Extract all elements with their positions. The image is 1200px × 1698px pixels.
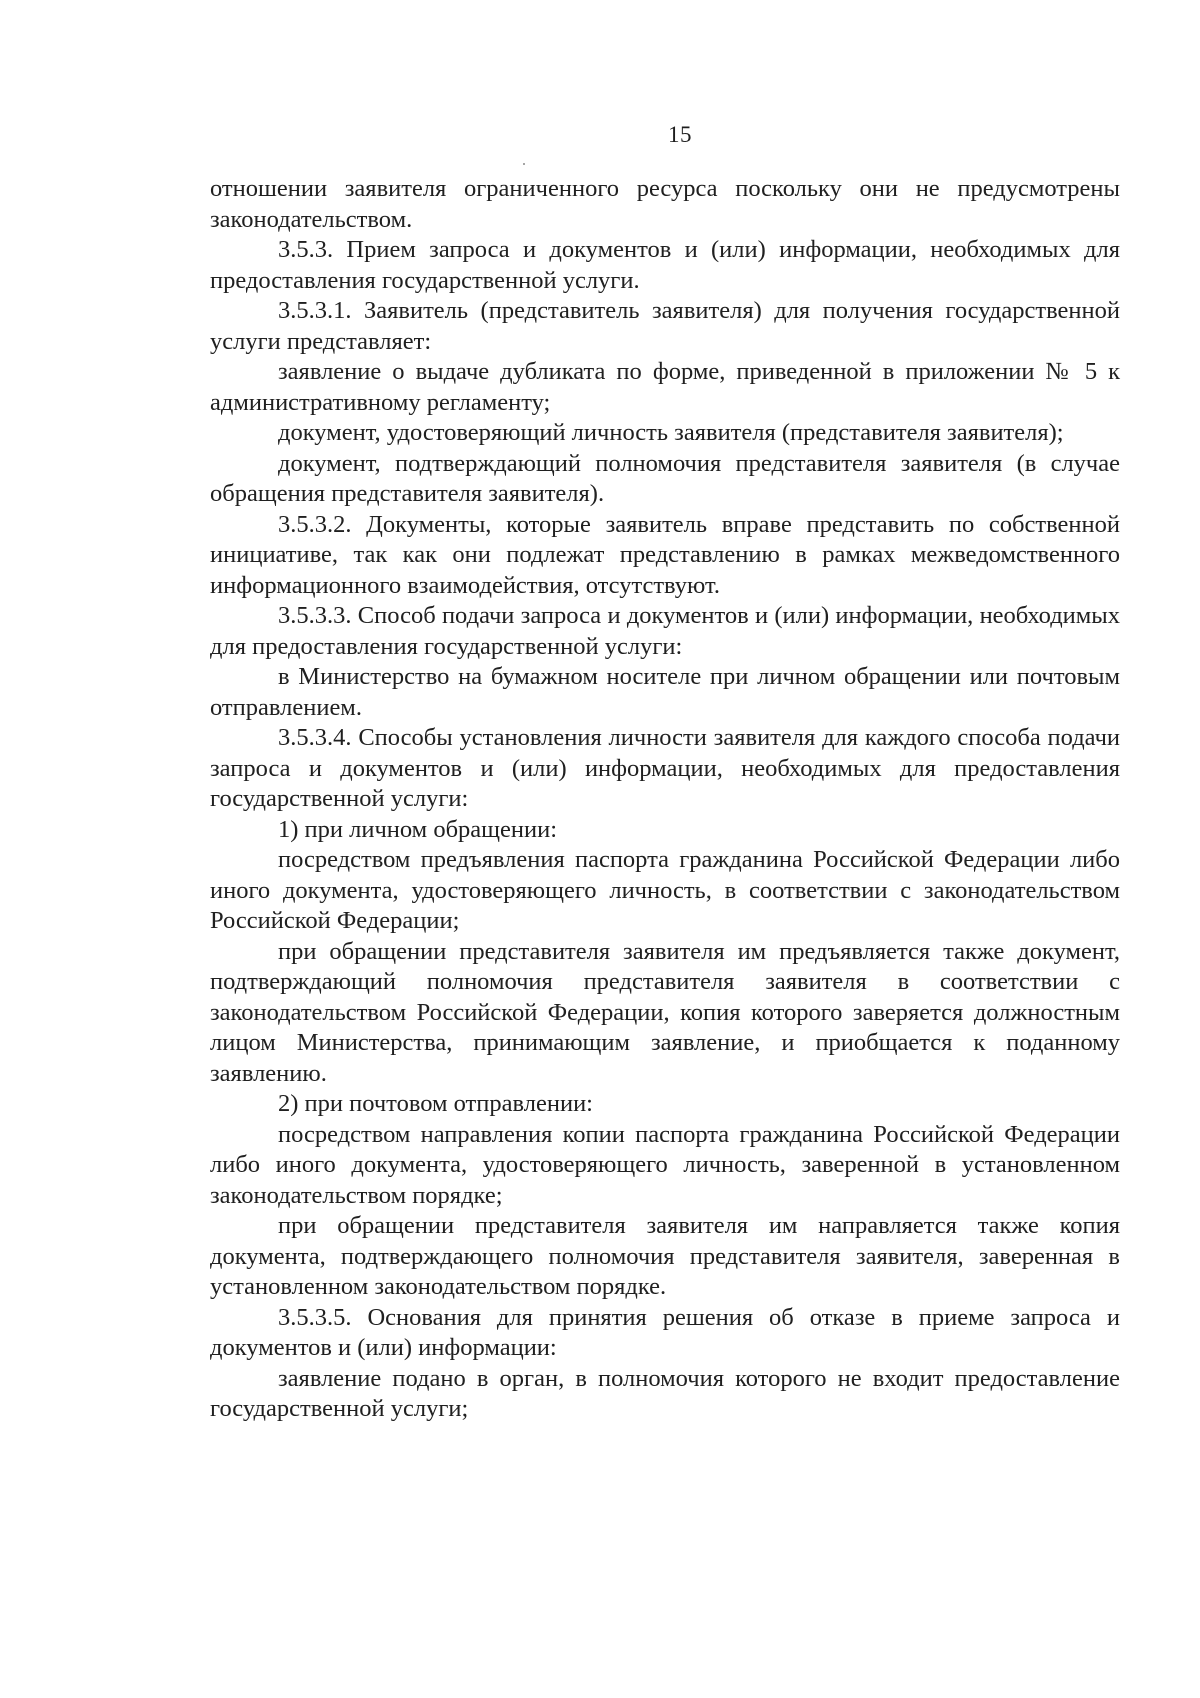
scan-speck	[523, 163, 525, 165]
document-paragraph: при обращении представителя заявителя им направляется также копия документа, подтверждающего полномочия представителя заявителя, заверенная в установленном законодательством порядке.	[210, 1212, 1120, 1300]
page-number: 15	[668, 122, 692, 147]
document-paragraph: 1) при личном обращении:	[278, 815, 558, 843]
document-paragraph: документ, удостоверяющий личность заявителя (представителя заявителя);	[278, 419, 1064, 446]
document-paragraph: 3.5.3.2. Документы, которые заявитель вправе представить по собственной инициативе, так как они подлежат представлению в рамках межведомственного информационного взаимодействия, отсутствуют.	[210, 510, 1120, 599]
document-paragraph: при обращении представителя заявителя им предъявляется также документ, подтверждающий полномочия представителя заявителя в соответствии с законодательством Российской Федерации, копия которого заверяется должностным лицом Министерства, принимающим заявление, и приобщается к поданному заявлению.	[210, 937, 1120, 1087]
document-paragraph: документ, подтверждающий полномочия представителя заявителя (в случае обращения представителя заявителя).	[210, 449, 1120, 507]
document-paragraph: заявление о выдаче дубликата по форме, приведенной в приложении № 5 к административному регламенту;	[210, 358, 1120, 416]
document-paragraph: 3.5.3.5. Основания для принятия решения об отказе в приеме запроса и документов и (или) информации:	[210, 1303, 1120, 1361]
document-body	[210, 174, 1120, 1425]
document-paragraph: посредством предъявления паспорта гражданина Российской Федерации либо иного документа, удостоверяющего личность, в соответствии с законодательством Российской Федерации;	[210, 846, 1120, 934]
document-paragraph: заявление подано в орган, в полномочия которого не входит предоставление государственной услуги;	[210, 1364, 1120, 1422]
document-paragraph: 3.5.3. Прием запроса и документов и (или) информации, необходимых для предоставления государственной услуги.	[210, 236, 1120, 294]
document-paragraph: 2) при почтовом отправлении:	[278, 1090, 593, 1117]
document-paragraph: 3.5.3.1. Заявитель (представитель заявителя) для получения государственной услуги представляет:	[210, 297, 1120, 355]
document-paragraph: посредством направления копии паспорта гражданина Российской Федерации либо иного документа, удостоверяющего личность, заверенной в установленном законодательством порядке;	[210, 1120, 1120, 1209]
document-paragraph: в Министерство на бумажном носителе при личном обращении или почтовым отправлением.	[210, 663, 1120, 721]
document-paragraph: 3.5.3.4. Способы установления личности заявителя для каждого способа подачи запроса и документов и (или) информации, необходимых для предоставления государственной услуги:	[210, 724, 1120, 812]
document-paragraph: отношении заявителя ограниченного ресурса поскольку они не предусмотрены законодательством.	[210, 175, 1120, 233]
document-paragraph: 3.5.3.3. Способ подачи запроса и документов и (или) информации, необходимых для предоставления государственной услуги:	[210, 602, 1120, 660]
